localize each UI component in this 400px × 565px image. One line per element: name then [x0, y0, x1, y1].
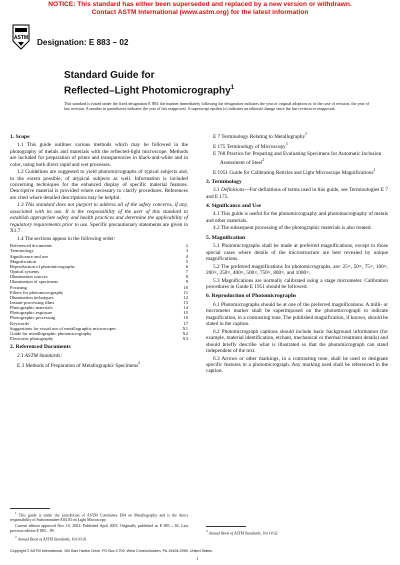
section-order-number: 2: [185, 243, 188, 249]
section-order-number: 17: [183, 320, 188, 326]
section-order-label: Illumination sources: [10, 274, 48, 280]
paragraph-5-3: 5.3 Magnifications are normally calibrated using a stage micrometer. Calibration procedures in Guide E 1951 should be followed.: [206, 277, 388, 291]
paragraph-3-1: 3.1 Definitions—For definitions of terms used in this guide, see Terminologies E 7 and E 175.: [206, 187, 389, 200]
reference-entry: E 175 Terminology of Microscopy$^3$: [213, 141, 288, 150]
paragraph-4-2: 4.2 The subsequent processing of the photographic materials is also treated.: [213, 225, 372, 232]
section-order-number: 8: [185, 274, 188, 280]
section-order-label: Reproduction of photomicrographs: [10, 263, 75, 269]
astm-standards-label: 2.1 ASTM Standards:: [17, 352, 63, 359]
footnote-3: $^3$ Annual Book of ASTM Standards, Vol 14.02.: [206, 529, 279, 536]
reference-e3: E 3 Methods of Preparation of Metallographic Specimens$^2$: [17, 361, 140, 369]
section-order-number: X3: [182, 336, 188, 342]
title-line-2: Reflected–Light Photomicrography$^1$: [64, 85, 235, 97]
section-order-number: 9: [185, 279, 188, 285]
section-order-number: X1: [182, 325, 188, 331]
section-order-number: 5: [185, 258, 188, 264]
right-column: [206, 131, 388, 376]
section-heading-terminology: 3. Terminology: [206, 178, 242, 185]
paragraph-6-1: 6.1 Photomicrographs should be at one of the preferred magnifications. A milli- or micrometer marker shall be superimposed on the photomicrograph to indicate magnification, in a contrasting tone. The published magnification, if known, should be stated in the caption.: [206, 301, 388, 328]
section-order-label: Magnification: [10, 258, 37, 264]
section-heading-scope: 1. Scope: [10, 134, 30, 140]
section-order-number: 6: [185, 263, 188, 269]
astm-logo-icon: [10, 24, 32, 50]
section-order-number: 12: [183, 294, 188, 300]
footnote-1-edition: Current edition approved Nov 10, 2002. Published April 2003. Originally published as E 883 – 82. Last previous edition E 883 – 99.: [10, 522, 188, 533]
paragraph-6-2: 6.2 Photomicrograph captions should include basic background information (for example, material identification, etchant, mechanical or thermal treatment details) and should briefly describe what is illustrated so that the photomicrograph can stand independent of the text.: [206, 328, 388, 354]
issuance-statement: This standard is issued under the fixed designation E 883; the number immediately following the designation indicates the year of original adoption or, in the case of revision, the year of last revision. A number in parentheses indicates the year of last reapproval. A superscript epsilon (ε) indicates an editorial change since the last revision or reapproval.: [64, 101, 369, 111]
reference-list: [206, 131, 388, 176]
section-order-label: Referenced documents: [10, 243, 52, 249]
notice-line-2: Contact ASTM International (www.astm.org) for the latest information: [91, 9, 309, 16]
paragraph-5-2: 5.2 The preferred magnifications for photomicrographs, are: 25×, 50×, 75×, 100×, 200×, 250×, 400×, 500×, 750×, 800×, and 1000×.: [206, 263, 388, 277]
section-order-label: Keywords: [10, 320, 29, 326]
section-order-number: 3: [185, 248, 188, 254]
reference-entry: E 7 Terminology Relating to Metallography$^2$: [213, 132, 307, 140]
section-order-number: 10: [183, 284, 188, 290]
paragraph-1-2: 1.2 Guidelines are suggested to yield photomicrographs of typical subjects and, to the extent possible, of atypical subjects as well. Information is included concerning techniques for the enhanced display of specific material features. Descriptive material is provided where necessary to clarify procedures. References are cited where detailed descriptions may be helpful.: [10, 169, 188, 201]
section-order-label: Suggestions for visual use of metallographic microscopes: [10, 325, 116, 331]
footnotes-left: [10, 508, 188, 543]
footnote-rule: [10, 508, 50, 509]
section-order-number: 14: [183, 305, 188, 311]
section-order-number: 16: [183, 315, 188, 321]
section-order-number: 13: [183, 299, 188, 305]
section-order-label: Photographic exposure: [10, 310, 53, 316]
footnote-1: $^1$ This guide is under the jurisdiction of ASTM Committee E04 on Metallography and is the direct responsibility of Subcommittee E04.03 on Light Microscopy.: [10, 511, 188, 523]
notice-line-1: NOTICE: This standard has either been superseded and replaced by a new version or withdrawn.: [48, 1, 352, 8]
paragraph-5-1: 5.1 Photomicrographs shall be made at preferred magnifications, except in those special cases where details of the microstructure are best revealed by unique magnifications.: [206, 243, 388, 263]
section-order-label: Electronic photography: [10, 336, 54, 342]
section-order-number: 11: [183, 289, 188, 295]
section-order-label: Instant-processing films: [10, 299, 55, 305]
paragraph-6-3: 6.3 Arrows or other markings, in a contrasting tone, shall be used to designate specific features in a photomicrograph. Any marking used shall be referenced in the caption.: [206, 355, 388, 375]
copyright-line: Copyright © ASTM International, 100 Barr Harbor Drive, PO Box C700, West Conshohocken, PA 19428-2959, United States.: [10, 549, 214, 553]
section-order-row: [10, 336, 188, 341]
withdrawal-notice: [0, 0, 400, 17]
reference-entry: E 768 Practice for Preparing and Evaluating Specimens for Automatic Inclusion Assessment of Steel$^2$: [213, 150, 382, 166]
paragraph-1-4: 1.4 The sections appear in the following order:: [17, 235, 116, 242]
paragraph-1-3: 1.3 This standard does not purport to address all of the safety concerns, if any, associated with its use. It is the responsibility of the user of this standard to establish appropriate safety and health practices and determine the applicability of regulatory requirements prior to use. Specific precautionary statements are given in X1.7.: [10, 202, 188, 235]
section-order-label: Guide for metallographic photomicrography: [10, 330, 92, 336]
section-heading-referenced-documents: 2. Referenced Documents: [10, 344, 71, 351]
paragraph-1-1: 1.1 This guide outlines various methods which may be followed in the photography of metals and materials with the reflected-light microscope. Methods are included for preparation of prints and transparencies in black-and-white and in color, using both direct rapid and wet processes.: [10, 142, 188, 168]
left-column: [10, 131, 188, 369]
section-order-number: X2: [182, 330, 188, 336]
section-order-label: Filters for photomicrography: [10, 289, 64, 295]
section-order-number: 15: [183, 310, 188, 316]
section-order-label: Optical systems: [10, 269, 40, 275]
designation: Designation: E 883 – 02: [37, 38, 129, 47]
section-order-label: Photographic materials: [10, 305, 53, 311]
document-title: [64, 70, 364, 97]
section-order-label: Focusing: [10, 284, 27, 290]
footnote-2: $^2$ Annual Book of ASTM Standards, Vol 03.01.: [15, 534, 88, 541]
section-heading-significance: 4. Significance and Use: [206, 203, 262, 210]
title-line-1: Standard Guide for: [64, 70, 155, 81]
section-heading-reproduction: 6. Reproduction of Photomicrographs: [206, 293, 297, 300]
reference-entry: E 1951 Guide for Calibrating Reticles and Light Microscope Magnifications$^2$: [213, 167, 376, 176]
section-order-label: Illumination of specimens: [10, 279, 58, 285]
section-order-label: Illumination techniques: [10, 294, 54, 300]
section-order-list: [10, 243, 188, 341]
section-order-number: 7: [185, 269, 188, 275]
section-order-label: Photographic processing: [10, 315, 56, 321]
paragraph-4-1: 4.1 This guide is useful for the photomicrography and photomacrography of metals and other materials.: [206, 211, 388, 224]
footnotes-right: [206, 526, 388, 536]
page-number: 1: [196, 556, 199, 561]
section-order-label: Terminology: [10, 248, 34, 254]
svg-text:ASTM: ASTM: [13, 35, 29, 41]
section-order-label: Significance and use: [10, 253, 49, 259]
section-heading-magnification: 5. Magnification: [206, 234, 246, 241]
section-order-number: 4: [185, 253, 188, 259]
footnote-rule-right: [206, 526, 246, 527]
title-footnote-mark: 1: [230, 85, 235, 91]
